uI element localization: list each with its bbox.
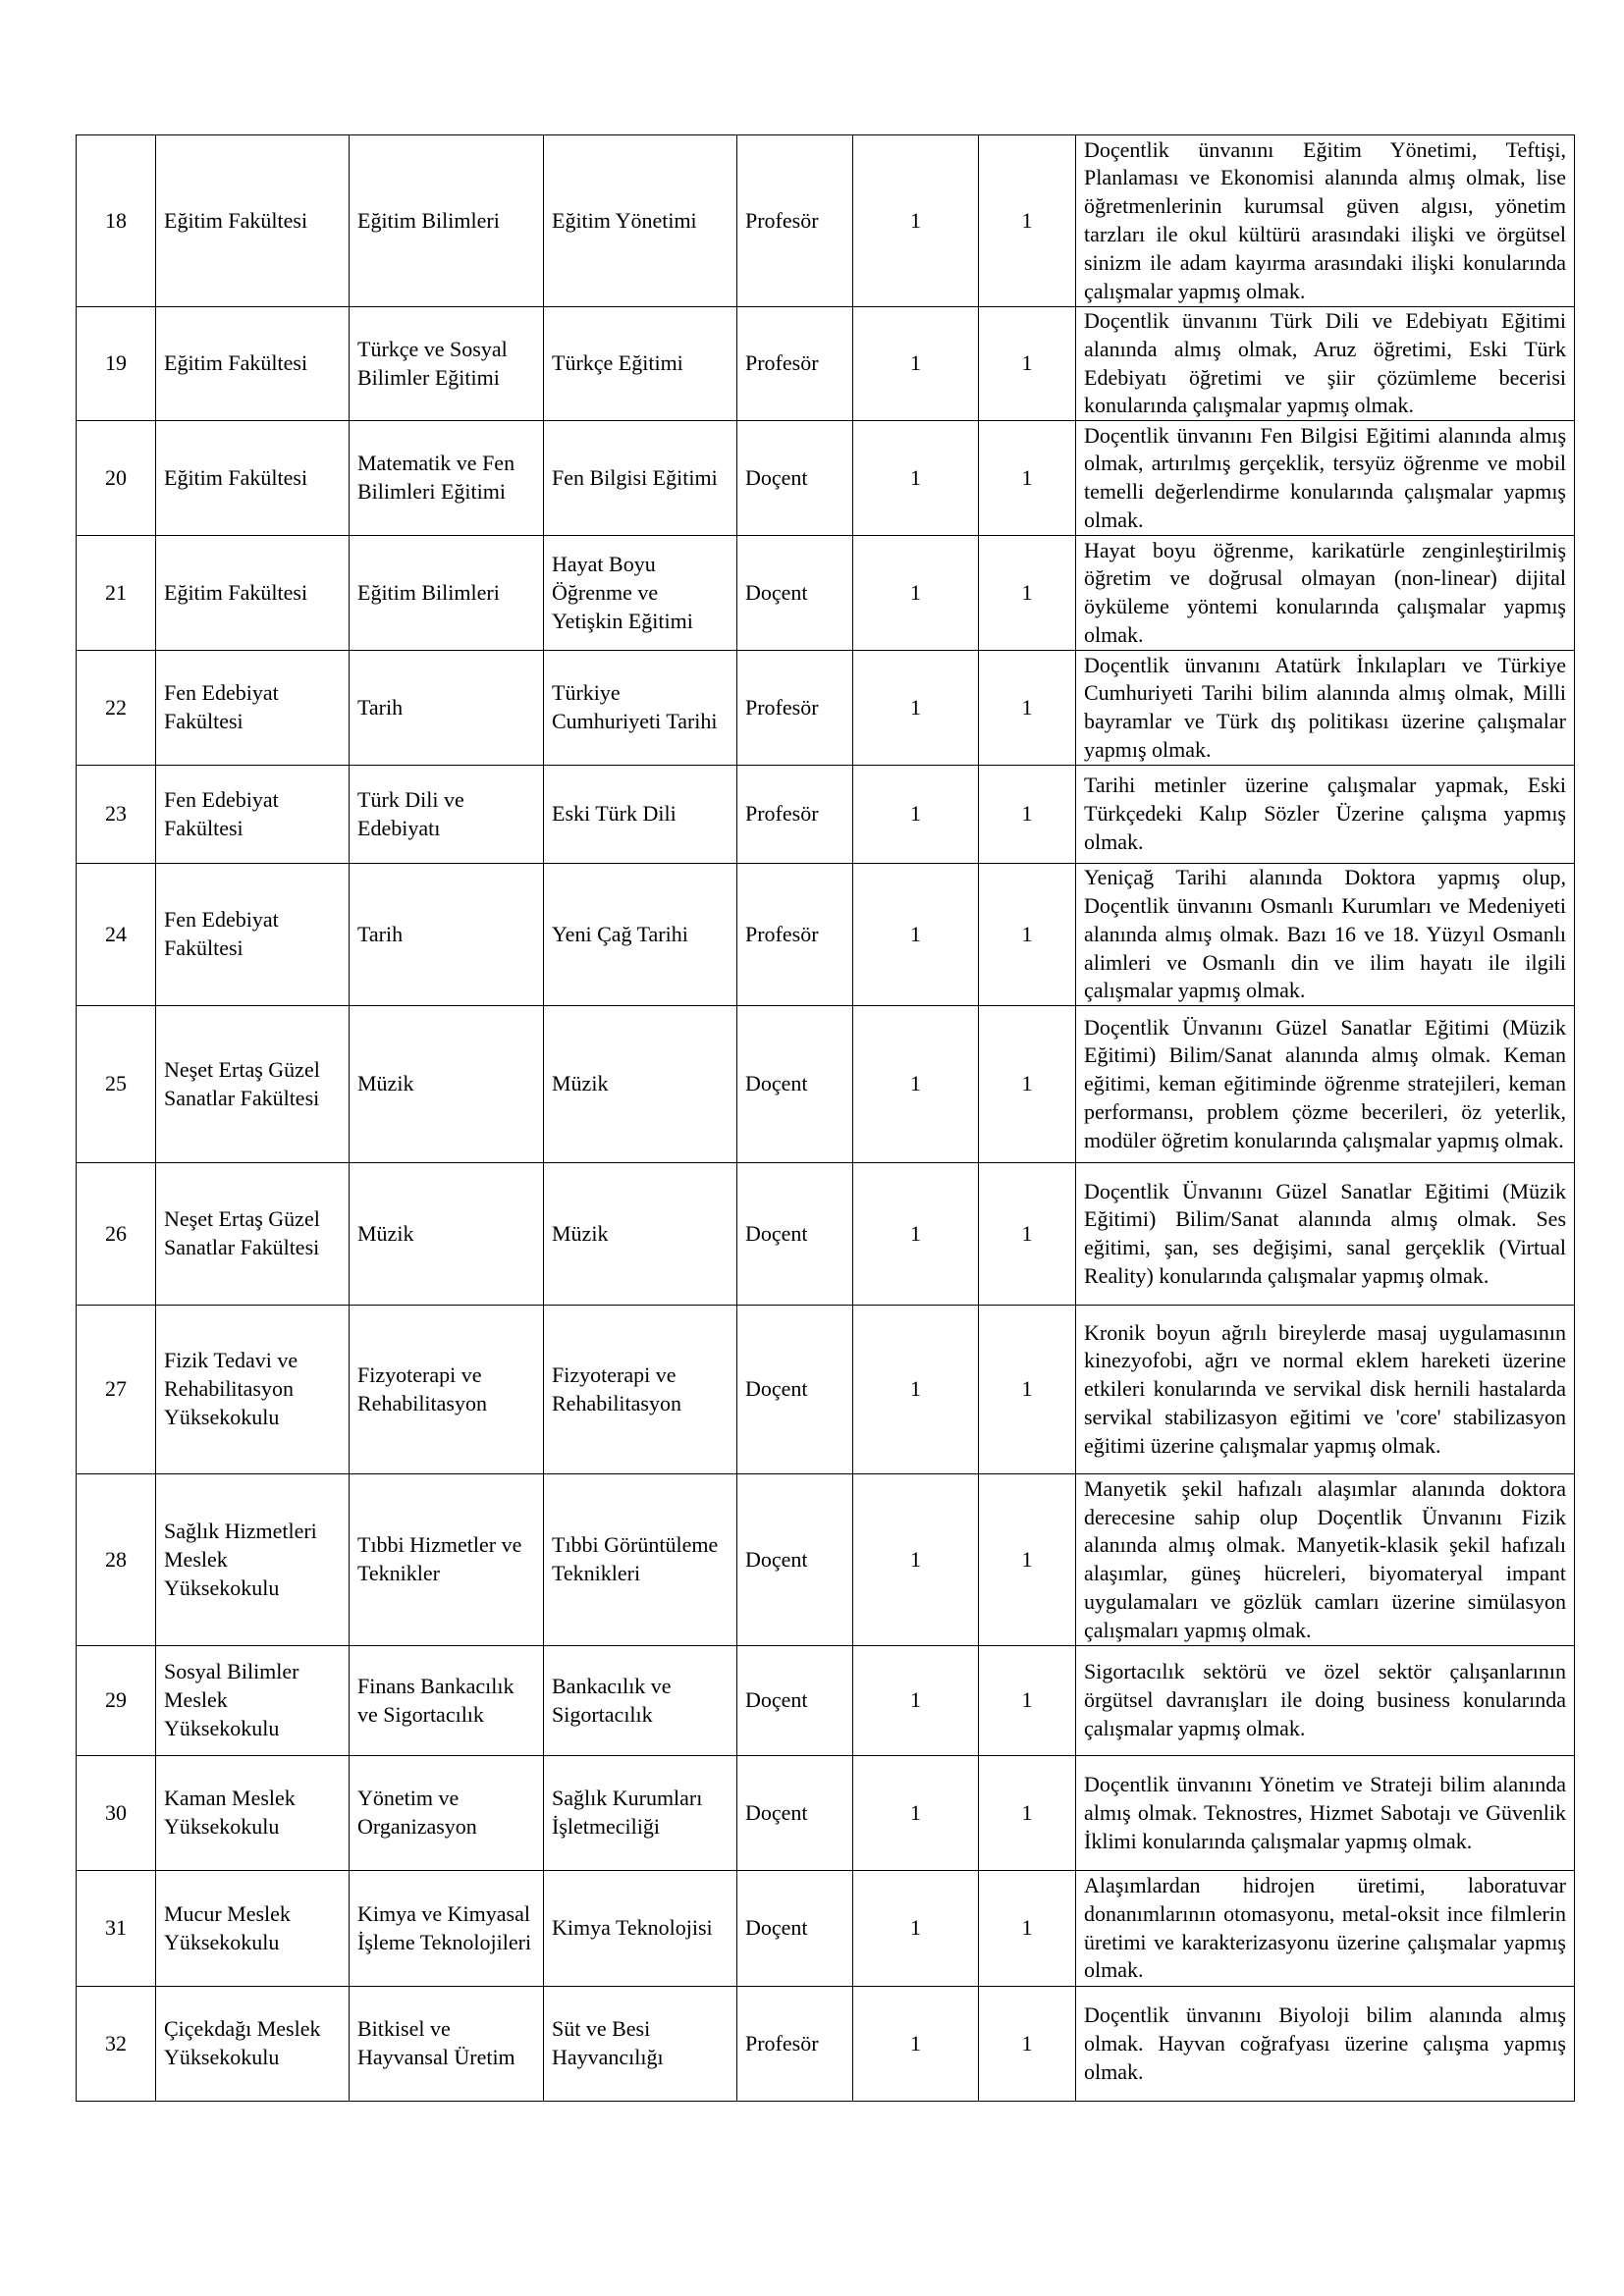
- requirements-cell: Doçentlik ünvanını Yönetim ve Strateji bilim alanında almış olmak. Teknostres, Hizmet Sabotajı ve Güvenlik İklimi konularında çalışmalar yapmış olmak.: [1076, 1756, 1575, 1871]
- quota-count-cell: 1: [979, 135, 1076, 307]
- faculty-cell: Eğitim Fakültesi: [156, 421, 350, 536]
- academic-title-cell: Doçent: [737, 1163, 853, 1306]
- faculty-cell: Neşet Ertaş Güzel Sanatlar Fakültesi: [156, 1163, 350, 1306]
- quota-count-cell: 1: [979, 421, 1076, 536]
- position-count-cell: 1: [853, 1474, 979, 1646]
- requirements-cell: Alaşımlardan hidrojen üretimi, laboratuvar donanımlarının otomasyonu, metal-oksit ince filmlerin üretimi ve karakterizasyonu üzerine çalışmalar yapmış olmak.: [1076, 1871, 1575, 1987]
- table-row: [77, 536, 1575, 651]
- quota-count-cell: 1: [979, 651, 1076, 766]
- requirements-cell: Doçentlik ünvanını Fen Bilgisi Eğitimi alanında almış olmak, artırılmış gerçeklik, tersyüz öğrenme ve mobil temelli değerlendirme konularında çalışmalar yapmış olmak.: [1076, 421, 1575, 536]
- row-number: 28: [77, 1474, 156, 1646]
- position-count-cell: 1: [853, 135, 979, 307]
- requirements-cell: Doçentlik ünvanını Eğitim Yönetimi, Teftişi, Planlaması ve Ekonomisi alanında almış olmak, lise öğretmenlerinin kurumsal güven algısı, yönetim tarzları ile okul kültürü arasındaki ilişki ve örgütsel sinizm ile adam kayırma arasındaki ilişki konularında çalışmalar yapmış olmak.: [1076, 135, 1575, 307]
- faculty-cell: Fen Edebiyat Fakültesi: [156, 651, 350, 766]
- quota-count-cell: 1: [979, 1987, 1076, 2102]
- academic-title-cell: Doçent: [737, 1646, 853, 1756]
- position-count-cell: 1: [853, 1756, 979, 1871]
- table-row: [77, 864, 1575, 1006]
- requirements-cell: Manyetik şekil hafızalı alaşımlar alanında doktora derecesine sahip olup Doçentlik Ünvanını Fizik alanında almış olmak. Manyetik-klasik şekil hafızalı alaşımlar, güneş hücreleri, biyomateryal impant uygulamaları ve gözlük camları üzerine simülasyon çalışmaları yapmış olmak.: [1076, 1474, 1575, 1646]
- requirements-cell: Sigortacılık sektörü ve özel sektör çalışanlarının örgütsel davranışları ile doing business konularında çalışmalar yapmış olmak.: [1076, 1646, 1575, 1756]
- table-row: [77, 1987, 1575, 2102]
- row-number: 26: [77, 1163, 156, 1306]
- requirements-cell: Yeniçağ Tarihi alanında Doktora yapmış olup, Doçentlik ünvanını Osmanlı Kurumları ve Medeniyeti alanında almış olmak. Bazı 16 ve 18. Yüzyıl Osmanlı alimleri ve Osmanlı din ve ilim hayatı ile ilgili çalışmalar yapmış olmak.: [1076, 864, 1575, 1006]
- requirements-cell: Doçentlik ünvanını Türk Dili ve Edebiyatı Eğitimi alanında almış olmak, Aruz öğretimi, Eski Türk Edebiyatı öğretimi ve şiir çözümleme becerisi konularında çalışmalar yapmış olmak.: [1076, 307, 1575, 421]
- table-row: [77, 766, 1575, 864]
- quota-count-cell: 1: [979, 1306, 1076, 1474]
- row-number: 32: [77, 1987, 156, 2102]
- faculty-cell: Fen Edebiyat Fakültesi: [156, 864, 350, 1006]
- department-cell: Bitkisel ve Hayvansal Üretim: [350, 1987, 544, 2102]
- row-number: 29: [77, 1646, 156, 1756]
- faculty-cell: Kaman Meslek Yüksekokulu: [156, 1756, 350, 1871]
- faculty-cell: Fizik Tedavi ve Rehabilitasyon Yüksekokulu: [156, 1306, 350, 1474]
- program-cell: Hayat Boyu Öğrenme ve Yetişkin Eğitimi: [544, 536, 737, 651]
- academic-title-cell: Doçent: [737, 1474, 853, 1646]
- row-number: 19: [77, 307, 156, 421]
- department-cell: Tıbbi Hizmetler ve Teknikler: [350, 1474, 544, 1646]
- academic-title-cell: Profesör: [737, 864, 853, 1006]
- requirements-cell: Hayat boyu öğrenme, karikatürle zenginleştirilmiş öğretim ve doğrusal olmayan (non-linear) dijital öyküleme yöntemi konularında çalışmalar yapmış olmak.: [1076, 536, 1575, 651]
- row-number: 24: [77, 864, 156, 1006]
- academic-title-cell: Profesör: [737, 766, 853, 864]
- quota-count-cell: 1: [979, 536, 1076, 651]
- program-cell: Türkiye Cumhuriyeti Tarihi: [544, 651, 737, 766]
- academic-title-cell: Profesör: [737, 1987, 853, 2102]
- quota-count-cell: 1: [979, 1871, 1076, 1987]
- department-cell: Türk Dili ve Edebiyatı: [350, 766, 544, 864]
- positions-table: [76, 134, 1575, 2102]
- position-count-cell: 1: [853, 1987, 979, 2102]
- academic-title-cell: Doçent: [737, 536, 853, 651]
- program-cell: Müzik: [544, 1163, 737, 1306]
- department-cell: Türkçe ve Sosyal Bilimler Eğitimi: [350, 307, 544, 421]
- position-count-cell: 1: [853, 766, 979, 864]
- department-cell: Eğitim Bilimleri: [350, 135, 544, 307]
- table-row: [77, 651, 1575, 766]
- faculty-cell: Sosyal Bilimler Meslek Yüksekokulu: [156, 1646, 350, 1756]
- quota-count-cell: 1: [979, 1756, 1076, 1871]
- table-row: [77, 1474, 1575, 1646]
- requirements-cell: Doçentlik Ünvanını Güzel Sanatlar Eğitimi (Müzik Eğitimi) Bilim/Sanat alanında almış olmak. Ses eğitimi, şan, ses değişimi, sanal gerçeklik (Virtual Reality) konularında çalışmalar yapmış olmak.: [1076, 1163, 1575, 1306]
- faculty-cell: Fen Edebiyat Fakültesi: [156, 766, 350, 864]
- row-number: 22: [77, 651, 156, 766]
- table-row: [77, 135, 1575, 307]
- requirements-cell: Doçentlik Ünvanını Güzel Sanatlar Eğitimi (Müzik Eğitimi) Bilim/Sanat alanında almış olmak. Keman eğitimi, keman eğitiminde öğrenme stratejileri, keman performansı, problem çözme becerileri, öz yeterlik, modüler öğretim konularında çalışmalar yapmış olmak.: [1076, 1006, 1575, 1163]
- table-row: [77, 307, 1575, 421]
- program-cell: Eğitim Yönetimi: [544, 135, 737, 307]
- table-row: [77, 1163, 1575, 1306]
- requirements-cell: Tarihi metinler üzerine çalışmalar yapmak, Eski Türkçedeki Kalıp Sözler Üzerine çalışma yapmış olmak.: [1076, 766, 1575, 864]
- row-number: 21: [77, 536, 156, 651]
- position-count-cell: 1: [853, 1163, 979, 1306]
- program-cell: Eski Türk Dili: [544, 766, 737, 864]
- row-number: 25: [77, 1006, 156, 1163]
- faculty-cell: Eğitim Fakültesi: [156, 135, 350, 307]
- faculty-cell: Mucur Meslek Yüksekokulu: [156, 1871, 350, 1987]
- department-cell: Kimya ve Kimyasal İşleme Teknolojileri: [350, 1871, 544, 1987]
- department-cell: Müzik: [350, 1006, 544, 1163]
- position-count-cell: 1: [853, 1306, 979, 1474]
- department-cell: Müzik: [350, 1163, 544, 1306]
- quota-count-cell: 1: [979, 766, 1076, 864]
- position-count-cell: 1: [853, 864, 979, 1006]
- department-cell: Fizyoterapi ve Rehabilitasyon: [350, 1306, 544, 1474]
- program-cell: Tıbbi Görüntüleme Teknikleri: [544, 1474, 737, 1646]
- quota-count-cell: 1: [979, 1646, 1076, 1756]
- row-number: 30: [77, 1756, 156, 1871]
- program-cell: Fen Bilgisi Eğitimi: [544, 421, 737, 536]
- position-count-cell: 1: [853, 651, 979, 766]
- position-count-cell: 1: [853, 1646, 979, 1756]
- quota-count-cell: 1: [979, 1006, 1076, 1163]
- row-number: 31: [77, 1871, 156, 1987]
- table-row: [77, 421, 1575, 536]
- program-cell: Fizyoterapi ve Rehabilitasyon: [544, 1306, 737, 1474]
- academic-title-cell: Doçent: [737, 1006, 853, 1163]
- academic-title-cell: Doçent: [737, 1306, 853, 1474]
- faculty-cell: Eğitim Fakültesi: [156, 307, 350, 421]
- academic-title-cell: Profesör: [737, 651, 853, 766]
- position-count-cell: 1: [853, 1871, 979, 1987]
- faculty-cell: Neşet Ertaş Güzel Sanatlar Fakültesi: [156, 1006, 350, 1163]
- program-cell: Yeni Çağ Tarihi: [544, 864, 737, 1006]
- department-cell: Eğitim Bilimleri: [350, 536, 544, 651]
- academic-title-cell: Doçent: [737, 1756, 853, 1871]
- position-count-cell: 1: [853, 536, 979, 651]
- table-row: [77, 1006, 1575, 1163]
- requirements-cell: Doçentlik ünvanını Atatürk İnkılapları ve Türkiye Cumhuriyeti Tarihi bilim alanında almış olmak, Milli bayramlar ve Türk dış politikası üzerine çalışmalar yapmış olmak.: [1076, 651, 1575, 766]
- department-cell: Matematik ve Fen Bilimleri Eğitimi: [350, 421, 544, 536]
- faculty-cell: Çiçekdağı Meslek Yüksekokulu: [156, 1987, 350, 2102]
- row-number: 20: [77, 421, 156, 536]
- position-count-cell: 1: [853, 1006, 979, 1163]
- row-number: 23: [77, 766, 156, 864]
- quota-count-cell: 1: [979, 864, 1076, 1006]
- table-row: [77, 1646, 1575, 1756]
- academic-title-cell: Doçent: [737, 421, 853, 536]
- academic-title-cell: Profesör: [737, 135, 853, 307]
- program-cell: Kimya Teknolojisi: [544, 1871, 737, 1987]
- table-row: [77, 1756, 1575, 1871]
- position-count-cell: 1: [853, 307, 979, 421]
- department-cell: Tarih: [350, 864, 544, 1006]
- table-row: [77, 1871, 1575, 1987]
- faculty-cell: Eğitim Fakültesi: [156, 536, 350, 651]
- quota-count-cell: 1: [979, 1163, 1076, 1306]
- requirements-cell: Kronik boyun ağrılı bireylerde masaj uygulamasının kinezyofobi, ağrı ve normal eklem hareketi üzerine etkileri konularında ve servikal disk hernili hastalarda servikal stabilizasyon eğitimi ve 'core' stabilizasyon eğitimi üzerine çalışmalar yapmış olmak.: [1076, 1306, 1575, 1474]
- program-cell: Türkçe Eğitimi: [544, 307, 737, 421]
- program-cell: Süt ve Besi Hayvancılığı: [544, 1987, 737, 2102]
- position-count-cell: 1: [853, 421, 979, 536]
- row-number: 27: [77, 1306, 156, 1474]
- department-cell: Tarih: [350, 651, 544, 766]
- requirements-cell: Doçentlik ünvanını Biyoloji bilim alanında almış olmak. Hayvan coğrafyası üzerine çalışma yapmış olmak.: [1076, 1987, 1575, 2102]
- department-cell: Finans Bankacılık ve Sigortacılık: [350, 1646, 544, 1756]
- program-cell: Müzik: [544, 1006, 737, 1163]
- table-row: [77, 1306, 1575, 1474]
- department-cell: Yönetim ve Organizasyon: [350, 1756, 544, 1871]
- row-number: 18: [77, 135, 156, 307]
- program-cell: Sağlık Kurumları İşletmeciliği: [544, 1756, 737, 1871]
- program-cell: Bankacılık ve Sigortacılık: [544, 1646, 737, 1756]
- quota-count-cell: 1: [979, 1474, 1076, 1646]
- academic-title-cell: Profesör: [737, 307, 853, 421]
- academic-title-cell: Doçent: [737, 1871, 853, 1987]
- faculty-cell: Sağlık Hizmetleri Meslek Yüksekokulu: [156, 1474, 350, 1646]
- quota-count-cell: 1: [979, 307, 1076, 421]
